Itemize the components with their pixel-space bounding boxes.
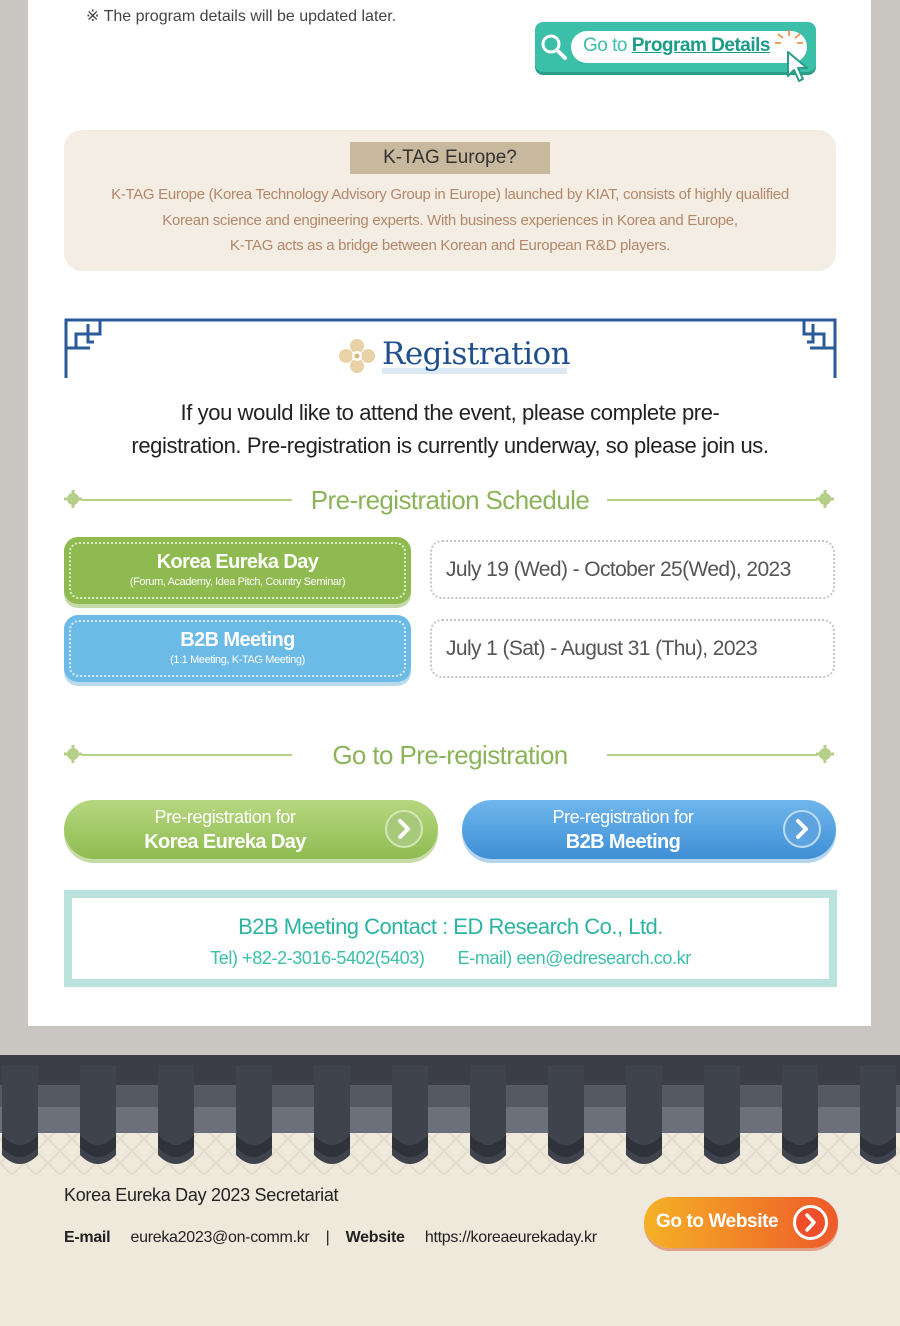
schedule-b2b-meeting: B2B Meeting (1:1 Meeting, K-TAG Meeting) xyxy=(64,615,411,682)
footer-website-link[interactable]: https://koreaeurekaday.kr xyxy=(424,1229,597,1246)
contact-title: B2B Meeting Contact : ED Research Co., Ltd. xyxy=(238,914,663,939)
program-note: ※ The program details will be updated later. xyxy=(86,8,397,25)
contact-details xyxy=(72,948,829,969)
prereg-heading xyxy=(64,740,836,770)
footer-contact-line: E-mail eureka2023@on-comm.kr | Website https://koreaeurekaday.kr xyxy=(64,1229,597,1246)
program-button-prefix: Go to xyxy=(583,35,632,56)
chevron-right-icon xyxy=(385,810,423,848)
magnifier-icon xyxy=(539,32,569,62)
program-button-label: Program Details xyxy=(631,35,770,56)
flower-icon xyxy=(338,338,376,374)
chevron-right-icon xyxy=(783,810,821,848)
schedule-heading xyxy=(64,485,836,515)
footer xyxy=(0,1055,900,1326)
ktag-info-box xyxy=(64,130,836,271)
contact-email[interactable]: E-mail) een@edresearch.co.kr xyxy=(457,948,691,968)
registration-title: Registration xyxy=(382,336,571,372)
footer-email[interactable]: eureka2023@on-comm.kr xyxy=(130,1229,310,1246)
ktag-title: K-TAG Europe? xyxy=(350,142,550,174)
cursor-icon xyxy=(785,50,813,84)
prereg-korea-eureka-day-button[interactable]: Pre-registration for Korea Eureka Day xyxy=(64,800,438,859)
ktag-description: K-TAG Europe (Korea Technology Advisory Group in Europe) launched by KIAT, consists of highly qualified Korean science and engineering experts. With business experiences in Korea and Europe, K-TAG acts as a bridge between Korean and European R&D players. xyxy=(111,186,789,254)
contact-tel: Tel) +82-2-3016-5402(5403) xyxy=(210,948,425,968)
footer-website-label: Website xyxy=(345,1229,405,1246)
secretariat-name: Korea Eureka Day 2023 Secretariat xyxy=(64,1185,339,1205)
prereg-b2b-meeting-button[interactable]: Pre-registration for B2B Meeting xyxy=(462,800,836,859)
registration-intro: If you would like to attend the event, please complete pre- registration. Pre-registration is currently underway, so please join us. xyxy=(131,400,769,458)
chevron-right-icon xyxy=(793,1205,828,1240)
b2b-contact-box xyxy=(64,890,837,987)
schedule-heading-text: Pre-registration Schedule xyxy=(310,485,590,515)
roof-tiles-decoration xyxy=(0,1055,900,1175)
schedule-dates-eureka: July 19 (Wed) - October 25(Wed), 2023 xyxy=(430,540,835,599)
go-to-website-button[interactable]: Go to Website xyxy=(644,1197,838,1248)
schedule-dates-b2b: July 1 (Sat) - August 31 (Thu), 2023 xyxy=(430,619,835,678)
footer-email-label: E-mail xyxy=(64,1229,111,1246)
schedule-korea-eureka-day: Korea Eureka Day (Forum, Academy, Idea Pitch, Country Seminar) xyxy=(64,537,411,604)
program-details-button[interactable] xyxy=(535,22,816,72)
prereg-heading-text: Go to Pre-registration xyxy=(332,740,568,770)
